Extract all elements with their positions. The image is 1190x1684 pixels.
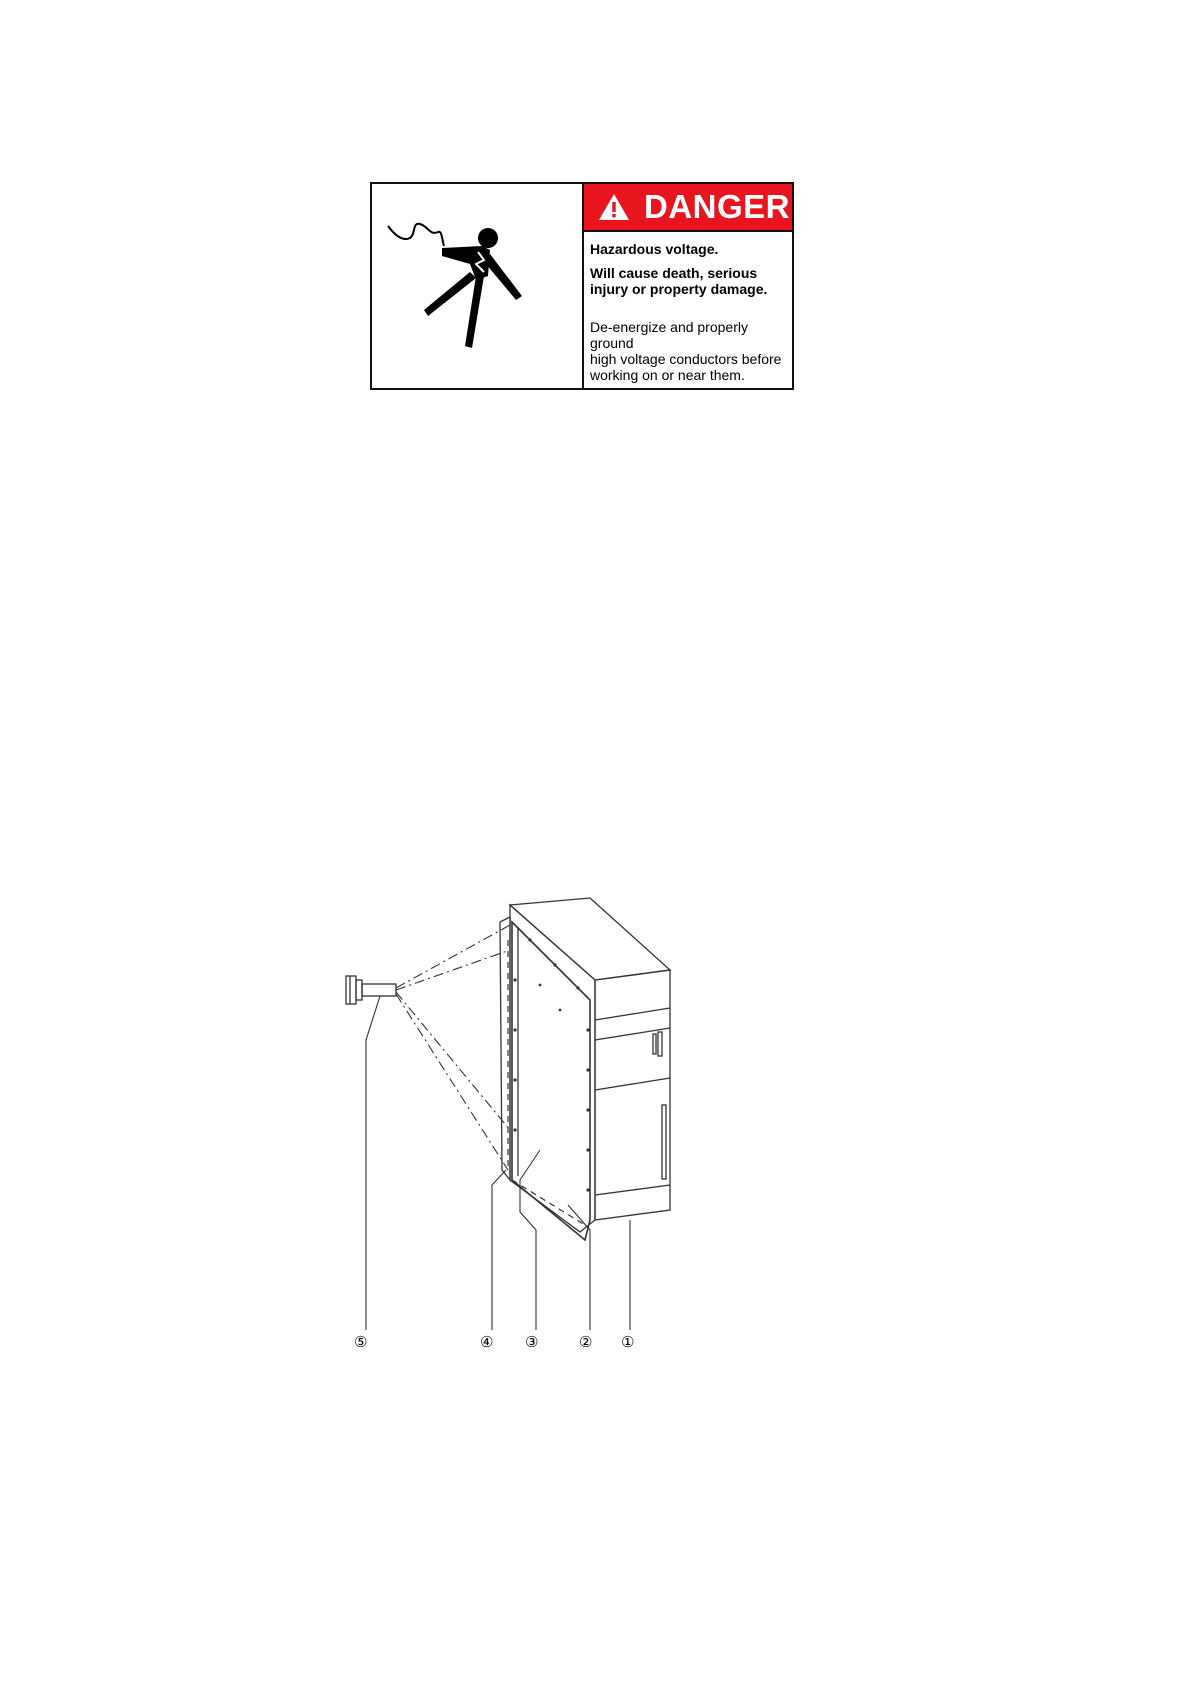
avoidance-text [584,319,792,383]
callout-3: ③ [525,1333,539,1350]
danger-header [584,184,792,232]
avoidance-line: working on or near them. [590,367,745,383]
callout-1: ① [621,1333,635,1350]
label-text-panel [584,184,792,388]
cabinet-top [510,898,670,980]
consequence-line: Will cause death, serious [590,265,758,281]
electric-shock-person-icon [372,184,582,388]
signal-word: DANGER [644,188,791,225]
avoidance-line: De-energize and properly ground [590,319,748,351]
bolt [346,976,396,1004]
callout-2: ② [579,1333,593,1350]
warning-triangle-icon [598,192,630,222]
hazard-text: Hazardous voltage. [590,241,719,257]
panel-plate [512,922,590,1240]
callout-4: ④ [480,1333,494,1350]
cabinet-side [595,970,670,1220]
consequence-text [584,265,792,297]
avoidance-line: high voltage conductors before [590,351,782,367]
cabinet-assembly-drawing [340,880,700,1350]
danger-label [370,182,794,390]
callout-5: ⑤ [354,1333,368,1350]
electric-shock-pictogram [372,184,584,388]
consequence-line: injury or property damage. [590,281,768,297]
